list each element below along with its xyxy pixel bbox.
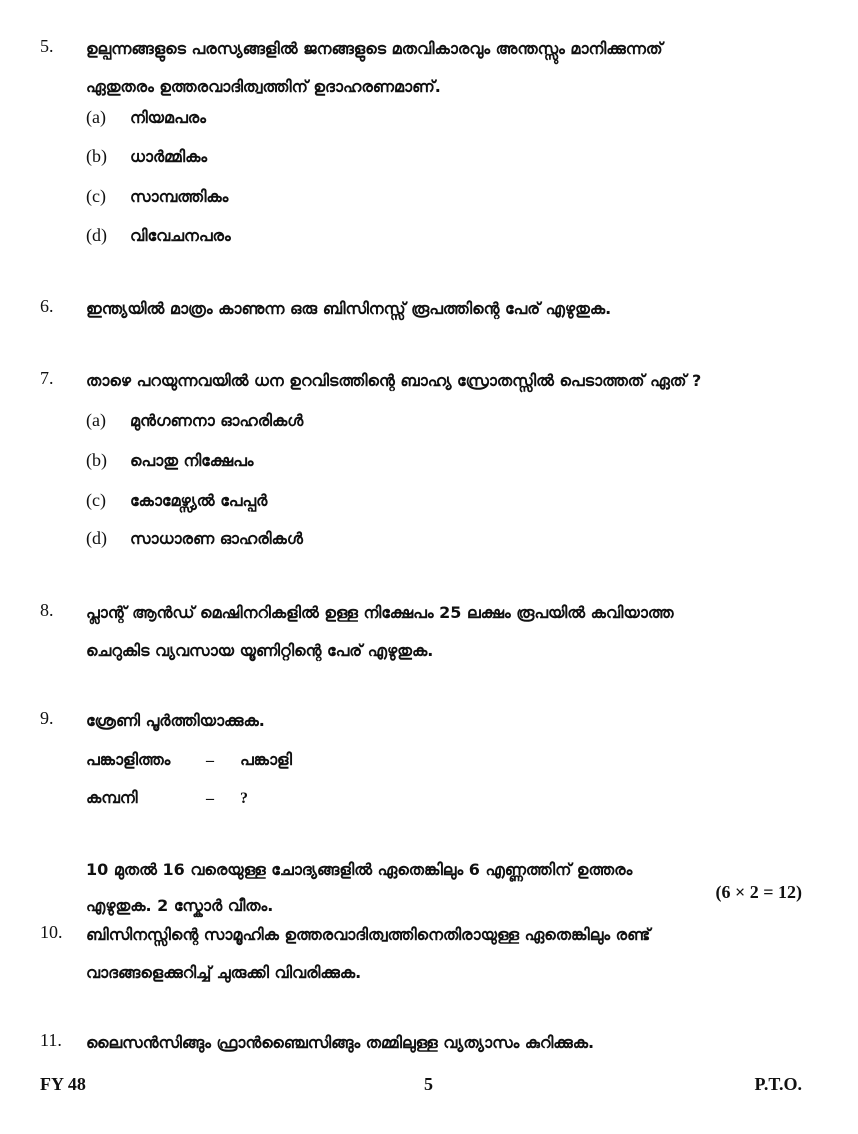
question-text: ഉല്പന്നങ്ങളുടെ പരസ്യങ്ങളിൽ ജനങ്ങളുടെ മതവികാരവും അന്തസ്സും മാനിക്കുന്നത് ഏതുതരം ഉത്തരവാദിത്വത്തിന് ഉദാഹരണമാണ്. [86, 39, 663, 96]
option-b: (b) പൊതു നിക്ഷേപം [86, 450, 254, 470]
option-a: (a) നിയമപരം [86, 107, 206, 127]
question-text: താഴെ പറയുന്നവയിൽ ധന ഉറവിടത്തിന്റെ ബാഹ്യ സ്രോതസ്സിൽ പെടാത്തത് ഏത് ? [86, 371, 702, 390]
question-number: 8. [40, 600, 54, 620]
question-9 [40, 702, 818, 740]
question-7 [40, 362, 818, 400]
section-instruction: 10 മുതൽ 16 വരെയുള്ള ചോദ്യങ്ങളിൽ ഏതെങ്കിലും 6 എണ്ണത്തിന് ഉത്തരം എഴുതുക. 2 സ്കോർ വീതം. [86, 860, 633, 915]
series-row-1: പങ്കാളിത്തം – പങ്കാളി [86, 750, 292, 769]
option-d: (d) വിവേചനപരം [86, 225, 231, 245]
question-text: ഇന്ത്യയിൽ മാത്രം കാണുന്ന ഒരു ബിസിനസ്സ് രൂപത്തിന്റെ പേര് എഴുതുക. [86, 299, 612, 318]
pto-label: P.T.O. [754, 1074, 802, 1094]
question-text: പ്ലാന്റ് ആൻഡ് മെഷിനറികളിൽ ഉള്ള നിക്ഷേപം 25 ലക്ഷം രൂപയിൽ കവിയാത്ത ചെറുകിട വ്യവസായ യൂണിറ്റിന്റെ പേര് എഴുതുക. [86, 603, 674, 660]
question-number: 6. [40, 296, 54, 316]
question-number: 11. [40, 1030, 62, 1050]
question-10 [40, 916, 818, 992]
question-number: 10. [40, 922, 63, 942]
question-number: 9. [40, 708, 54, 728]
option-c: (c) സാമ്പത്തികം [86, 186, 229, 206]
page-number: 5 [424, 1074, 433, 1094]
question-text: ശ്രേണി പൂർത്തിയാക്കുക. [86, 711, 265, 730]
question-text: ബിസിനസ്സിന്റെ സാമൂഹിക ഉത്തരവാദിത്വത്തിനെതിരായുള്ള ഏതെങ്കിലും രണ്ട് വാദങ്ങളെക്കുറിച്ച് ചുരുക്കി വിവരിക്കുക. [86, 925, 651, 982]
question-number: 7. [40, 368, 54, 388]
question-11 [40, 1024, 818, 1062]
option-b: (b) ധാർമ്മികം [86, 146, 208, 166]
section-marks: (6 × 2 = 12) [715, 882, 802, 902]
series-row-2: കമ്പനി – ? [86, 788, 248, 807]
paper-code: FY 48 [40, 1074, 86, 1094]
question-number: 5. [40, 36, 54, 56]
option-a: (a) മുൻഗണനാ ഓഹരികൾ [86, 410, 304, 430]
question-text: ലൈസൻസിങ്ങും ഫ്രാൻഞ്ചൈസിങ്ങും തമ്മിലുള്ള വ്യത്യാസം കുറിക്കുക. [86, 1033, 595, 1052]
question-5 [40, 30, 818, 106]
question-8 [40, 594, 818, 670]
option-d: (d) സാധാരണ ഓഹരികൾ [86, 528, 303, 548]
question-6 [40, 290, 818, 328]
option-c: (c) കോമേഴ്സ്യൽ പേപ്പർ [86, 490, 268, 510]
